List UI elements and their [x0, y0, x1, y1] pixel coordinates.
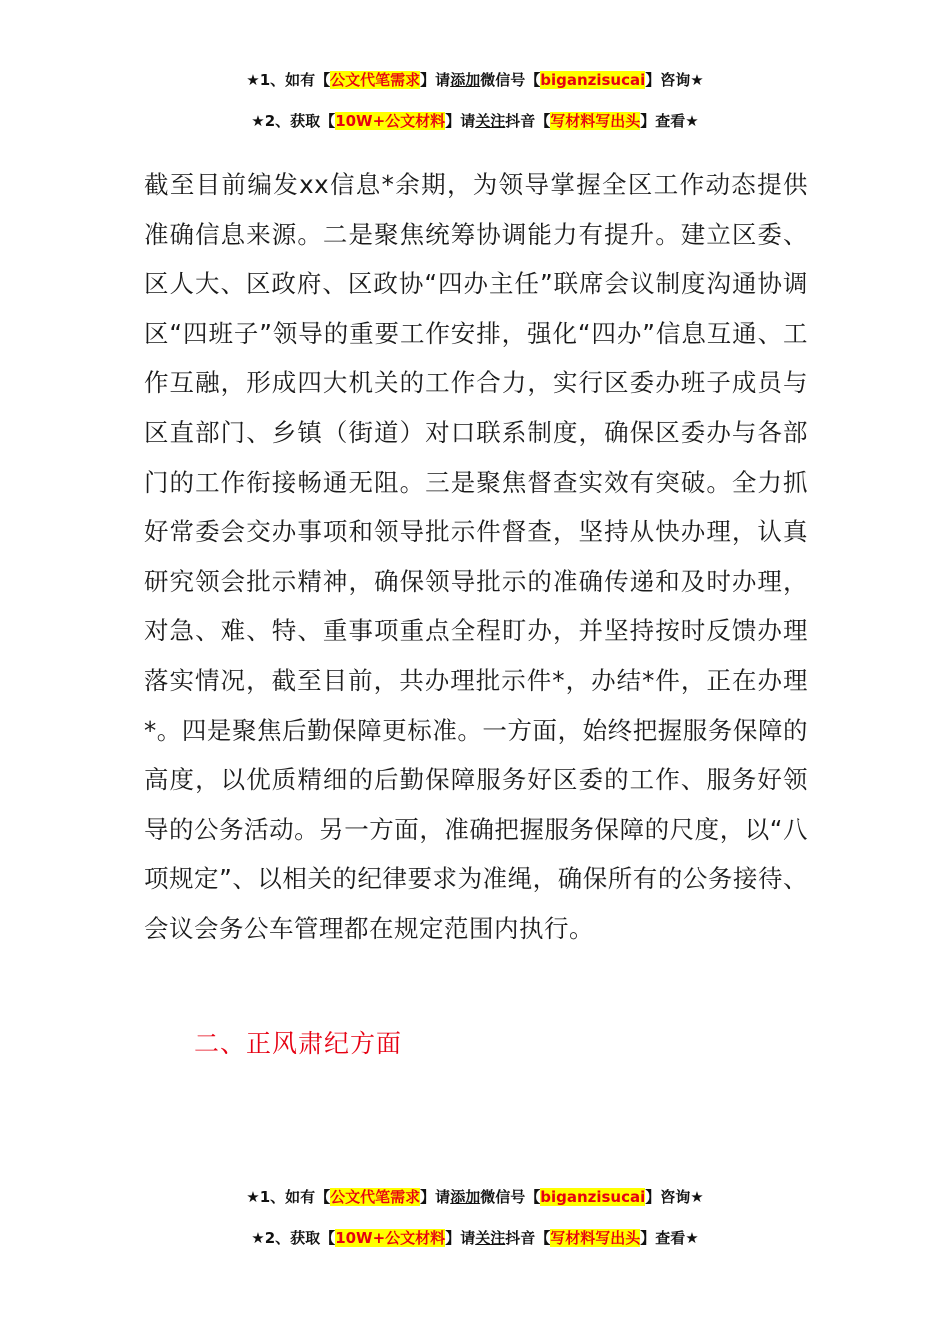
promo-underlined-text: 关注	[475, 1229, 506, 1247]
promo-suffix: 】咨询★	[645, 1188, 704, 1206]
promo-suffix: 】咨询★	[645, 71, 704, 89]
promo-highlight-wechat-id: biganzisucai	[540, 71, 646, 89]
promo-text: 抖音【	[505, 1229, 551, 1247]
promo-text: 】请	[445, 112, 476, 130]
promo-text: 】请	[420, 1188, 451, 1206]
promo-prefix: ★1、如有【	[246, 71, 331, 89]
promo-text: 微信号【	[480, 1188, 541, 1206]
promo-highlight-wechat-id: biganzisucai	[540, 1188, 646, 1206]
body-paragraph: 截至目前编发xx信息*余期，为领导掌握全区工作动态提供准确信息来源。二是聚焦统筹协调能力有提升。建立区委、区人大、区政府、区政协“四办主任”联席会议制度沟通协调区“四班子”领导的重要工作安排，强化“四办”信息互通、工作互融，形成四大机关的工作合力，实行区委办班子成员与区直部门、乡镇（街道）对口联系制度，确保区委办与各部门的工作衔接畅通无阻。三是聚焦督查实效有突破。全力抓好常委会交办事项和领导批示件督查，坚持从快办理，认真研究领会批示精神，确保领导批示的准确传递和及时办理，对急、难、特、重事项重点全程盯办，并坚持按时反馈办理落实情况，截至目前，共办理批示件*，办结*件，正在办理*。四是聚焦后勤保障更标准。一方面，始终把握服务保障的高度，以优质精细的后勤保障服务好区委的工作、服务好领导的公务活动。另一方面，准确把握服务保障的尺度，以“八项规定”、以相关的纪律要求为准绳，确保所有的公务接待、会议会务公车管理都在规定范围内执行。	[144, 170, 808, 943]
promo-underlined-text: 添加	[450, 71, 481, 89]
promo-suffix: 】查看★	[640, 1229, 699, 1247]
promo-underlined-text: 添加	[450, 1188, 481, 1206]
promo-prefix: ★2、获取【	[251, 112, 336, 130]
promo-suffix: 】查看★	[640, 112, 699, 130]
promo-footer-line-1	[0, 1187, 950, 1207]
promo-highlight-service: 公文代笔需求	[330, 71, 421, 89]
promo-highlight-materials: 10W+公文材料	[335, 112, 446, 130]
promo-prefix: ★1、如有【	[246, 1188, 331, 1206]
promo-header-line-2	[0, 111, 950, 131]
promo-highlight-douyin-account: 写材料写出头	[550, 112, 641, 130]
promo-text: 微信号【	[480, 71, 541, 89]
promo-text: 】请	[445, 1229, 476, 1247]
promo-prefix: ★2、获取【	[251, 1229, 336, 1247]
promo-footer-line-2	[0, 1228, 950, 1248]
promo-header-line-1	[0, 70, 950, 90]
promo-underlined-text: 关注	[475, 112, 506, 130]
promo-highlight-douyin-account: 写材料写出头	[550, 1229, 641, 1247]
promo-text: 】请	[420, 71, 451, 89]
promo-text: 抖音【	[505, 112, 551, 130]
section-heading: 二、正风肃纪方面	[194, 1029, 403, 1058]
promo-highlight-service: 公文代笔需求	[330, 1188, 421, 1206]
promo-highlight-materials: 10W+公文材料	[335, 1229, 446, 1247]
